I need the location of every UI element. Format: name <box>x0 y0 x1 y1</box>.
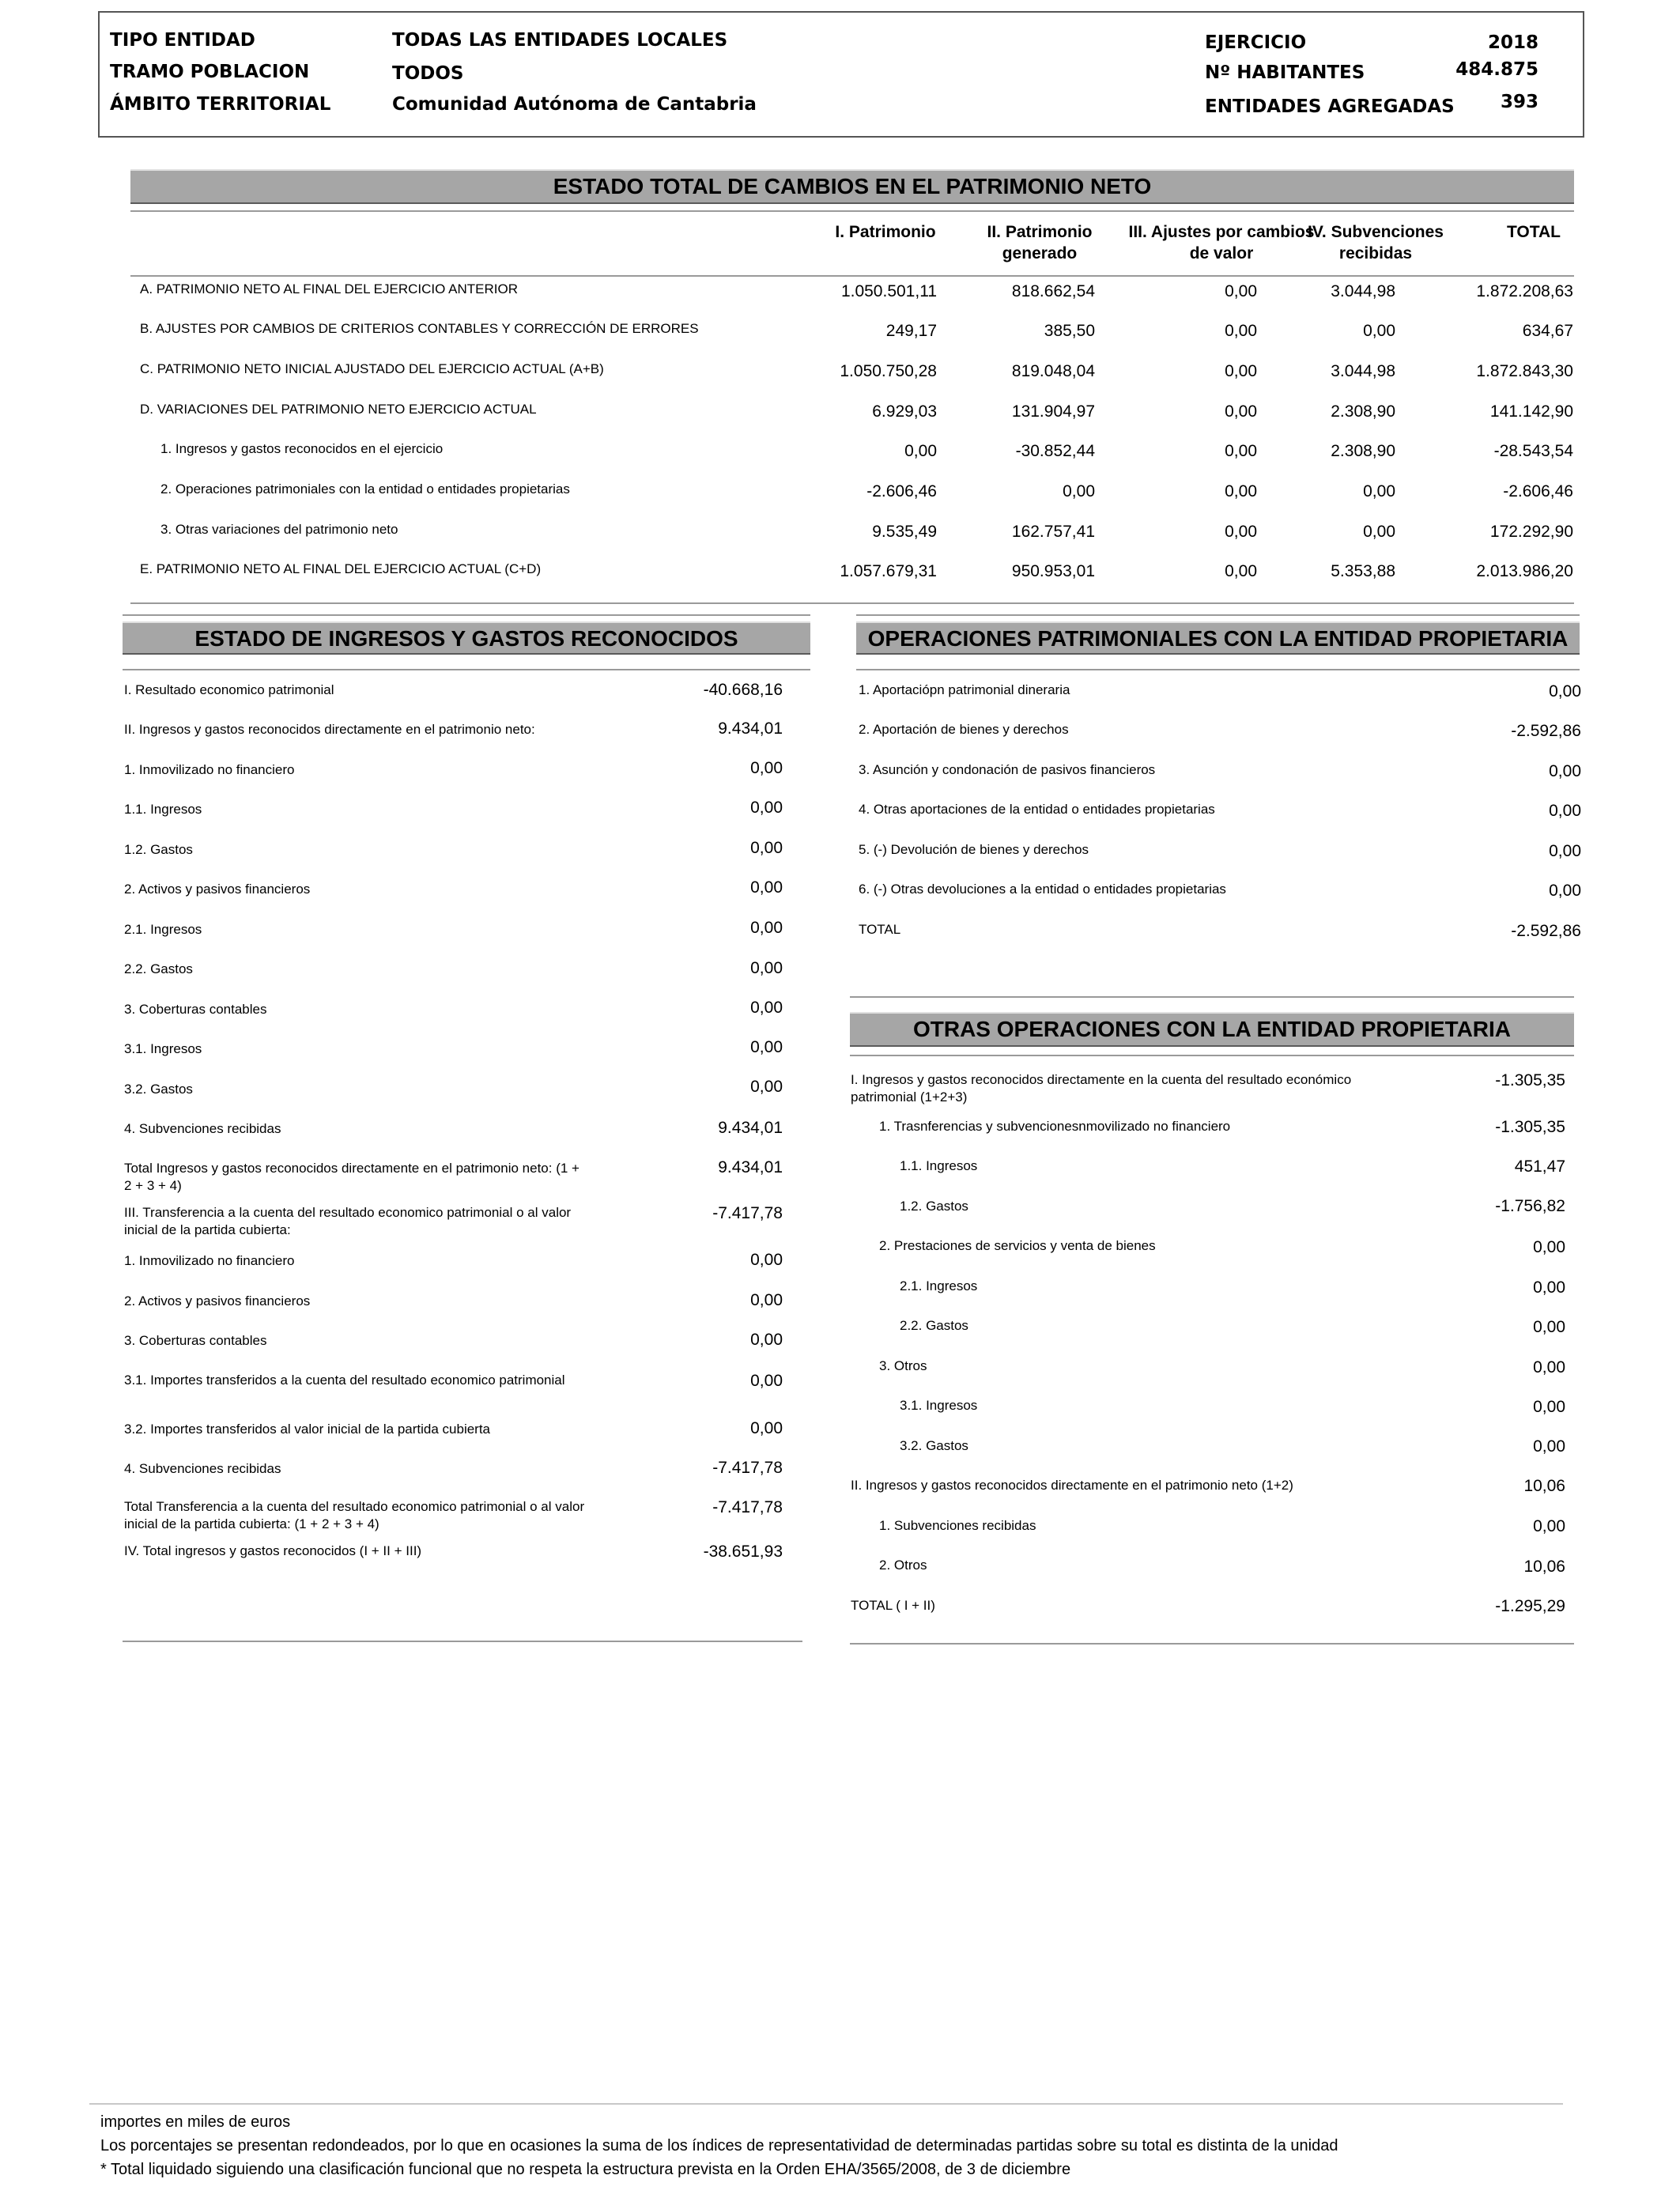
row-label: 3.2. Gastos <box>124 1082 193 1097</box>
cell-value: 0,00 <box>1225 562 1257 580</box>
ejercicio-value: 2018 <box>1487 32 1538 53</box>
col-header-ajustes: III. Ajustes por cambios de valor <box>1128 223 1315 262</box>
ambito-label: ÁMBITO TERRITORIAL <box>110 94 331 115</box>
cell-value: 1.050.501,11 <box>840 282 937 300</box>
row-value: 9.434,01 <box>718 1119 783 1137</box>
row-value: 0,00 <box>1533 1398 1565 1416</box>
cell-value: 0,00 <box>1225 523 1257 541</box>
row-value: -7.417,78 <box>712 1498 783 1516</box>
cell-value: 162.757,41 <box>1011 523 1095 541</box>
row-value: -1.756,82 <box>1495 1197 1565 1215</box>
cell-value: 0,00 <box>1225 442 1257 460</box>
cell-value: 1.872.843,30 <box>1476 362 1573 380</box>
row-value: 451,47 <box>1514 1157 1565 1176</box>
row-label: 3.1. Importes transferidos a la cuenta del resultado economico patrimonial <box>124 1373 565 1388</box>
row-label: IV. Total ingresos y gastos reconocidos (I + II + III) <box>124 1543 422 1558</box>
row-value: -7.417,78 <box>712 1204 783 1222</box>
cell-value: 0,00 <box>904 442 937 460</box>
row-label: B. AJUSTES POR CAMBIOS DE CRITERIOS CONTABLES Y CORRECCIÓN DE ERRORES <box>140 321 699 336</box>
row-value: 0,00 <box>750 1372 783 1390</box>
row-label: 1.1. Ingresos <box>124 802 202 817</box>
row-label: 2.2. Gastos <box>900 1318 968 1333</box>
row-value: 9.434,01 <box>718 719 783 738</box>
cell-value: 5.353,88 <box>1331 562 1395 580</box>
cell-value: 0,00 <box>1363 482 1395 500</box>
row-label: 2.2. Gastos <box>124 961 193 976</box>
row-value: 0,00 <box>750 759 783 777</box>
cell-value: 385,50 <box>1044 322 1095 340</box>
cell-value: 1.050.750,28 <box>840 362 937 380</box>
row-label: TOTAL <box>859 922 901 937</box>
divider <box>89 2103 1563 2105</box>
habitantes-value: 484.875 <box>1455 59 1538 80</box>
row-value: 0,00 <box>1533 1517 1565 1535</box>
row-label: 5. (-) Devolución de bienes y derechos <box>859 842 1089 857</box>
row-value: 0,00 <box>750 959 783 977</box>
otras-title: OTRAS OPERACIONES CON LA ENTIDAD PROPIETARIA <box>850 1012 1574 1047</box>
row-value: 0,00 <box>750 839 783 857</box>
row-label: 6. (-) Otras devoluciones a la entidad o entidades propietarias <box>859 882 1226 897</box>
row-value: 9.434,01 <box>718 1158 783 1176</box>
row-label: 1.2. Gastos <box>900 1199 968 1214</box>
row-label: 3. Otros <box>879 1358 927 1373</box>
divider <box>856 614 1580 616</box>
row-label: 2. Activos y pasivos financieros <box>124 882 311 897</box>
tramo-label: TRAMO POBLACION <box>110 62 310 82</box>
row-label: D. VARIACIONES DEL PATRIMONIO NETO EJERCICIO ACTUAL <box>140 402 537 417</box>
row-label: E. PATRIMONIO NETO AL FINAL DEL EJERCICIO ACTUAL (C+D) <box>140 561 542 576</box>
divider <box>850 996 1574 998</box>
row-label: 4. Subvenciones recibidas <box>124 1461 281 1476</box>
cell-value: -28.543,54 <box>1493 442 1573 460</box>
row-value: 0,00 <box>750 1331 783 1349</box>
row-label: 4. Otras aportaciones de la entidad o entidades propietarias <box>859 802 1215 817</box>
row-label: 1. Inmovilizado no financiero <box>124 1253 295 1268</box>
divider <box>130 602 1574 604</box>
operaciones-title: OPERACIONES PATRIMONIALES CON LA ENTIDAD PROPIETARIA <box>856 621 1580 655</box>
cell-value: -2.606,46 <box>1503 482 1573 500</box>
ejercicio-label: EJERCICIO <box>1205 32 1307 53</box>
row-label: III. Transferencia a la cuenta del resultado economico patrimonial o al valor inicial de la partida cubierta: <box>124 1205 572 1237</box>
row-label: 4. Subvenciones recibidas <box>124 1121 281 1136</box>
col-header-subvenciones: IV. Subvenciones recibidas <box>1308 223 1444 262</box>
row-value: 0,00 <box>750 1078 783 1096</box>
habitantes-label: Nº HABITANTES <box>1205 62 1365 83</box>
row-label: 2. Otros <box>879 1558 927 1573</box>
row-label: 1. Trasnferencias y subvencionesnmovilizado no financiero <box>879 1119 1231 1134</box>
cell-value: 9.535,49 <box>872 523 937 541</box>
cell-value: 172.292,90 <box>1489 523 1573 541</box>
ingresos-title: ESTADO DE INGRESOS Y GASTOS RECONOCIDOS <box>123 621 810 655</box>
row-label: 3. Coberturas contables <box>124 1002 267 1017</box>
row-label: 1. Aportaciópn patrimonial dineraria <box>859 682 1070 697</box>
divider <box>123 669 810 670</box>
tramo-value: TODOS <box>392 63 464 84</box>
entidades-label: ENTIDADES AGREGADAS <box>1205 96 1455 117</box>
header-box <box>98 11 1584 138</box>
row-value: 0,00 <box>750 1038 783 1056</box>
cell-value: 141.142,90 <box>1489 402 1573 421</box>
cell-value: 2.013.986,20 <box>1476 562 1573 580</box>
col-header-patrimonio-generado: II. Patrimonio generado <box>987 223 1093 262</box>
cell-value: 1.057.679,31 <box>840 562 937 580</box>
col-header-patrimonio: I. Patrimonio <box>835 223 936 241</box>
row-label: I. Resultado economico patrimonial <box>124 682 334 697</box>
row-label: II. Ingresos y gastos reconocidos directamente en el patrimonio neto (1+2) <box>851 1478 1293 1493</box>
cell-value: 0,00 <box>1225 322 1257 340</box>
footer-note-classification: * Total liquidado siguiendo una clasificación funcional que no respeta la estructura prevista en la Orden EHA/3565/2008, de 3 de diciembre <box>100 2161 1071 2178</box>
cell-value: 1.872.208,63 <box>1476 282 1573 300</box>
patrimonio-title: ESTADO TOTAL DE CAMBIOS EN EL PATRIMONIO NETO <box>130 169 1574 204</box>
row-label: 2. Activos y pasivos financieros <box>124 1293 311 1308</box>
row-value: 0,00 <box>750 1419 783 1437</box>
cell-value: 3.044,98 <box>1331 362 1395 380</box>
row-label: TOTAL ( I + II) <box>851 1598 935 1613</box>
row-value: 0,00 <box>1533 1437 1565 1456</box>
row-label: 3. Coberturas contables <box>124 1333 267 1348</box>
row-label: 3.2. Importes transferidos al valor inicial de la partida cubierta <box>124 1422 491 1437</box>
row-value: 0,00 <box>1533 1318 1565 1336</box>
divider <box>123 614 810 616</box>
row-value: 0,00 <box>1549 802 1581 820</box>
row-label: 3. Asunción y condonación de pasivos financieros <box>859 762 1156 777</box>
row-value: 0,00 <box>1549 842 1581 860</box>
cell-value: 818.662,54 <box>1011 282 1095 300</box>
cell-value: 2.308,90 <box>1331 402 1395 421</box>
cell-value: 6.929,03 <box>872 402 937 421</box>
row-value: -38.651,93 <box>703 1543 783 1561</box>
row-label: 3. Otras variaciones del patrimonio neto <box>160 522 398 537</box>
row-label: 3.2. Gastos <box>900 1438 968 1453</box>
cell-value: 2.308,90 <box>1331 442 1395 460</box>
row-value: 0,00 <box>1533 1358 1565 1376</box>
cell-value: 950.953,01 <box>1011 562 1095 580</box>
tipo-entidad-value: TODAS LAS ENTIDADES LOCALES <box>392 30 728 51</box>
row-label: 1. Subvenciones recibidas <box>879 1518 1036 1533</box>
row-value: 10,06 <box>1523 1477 1565 1495</box>
tipo-entidad-label: TIPO ENTIDAD <box>110 30 255 51</box>
row-value: 0,00 <box>1549 682 1581 700</box>
row-label: Total Transferencia a la cuenta del resultado economico patrimonial o al valor inicial de la partida cubierta: (1 + 2 + 3 + 4) <box>124 1499 585 1531</box>
row-value: -2.592,86 <box>1511 722 1581 740</box>
row-value: 0,00 <box>1533 1238 1565 1256</box>
cell-value: 0,00 <box>1225 482 1257 500</box>
row-label: 3.1. Ingresos <box>124 1041 202 1056</box>
divider <box>130 275 1574 277</box>
cell-value: 131.904,97 <box>1011 402 1095 421</box>
row-value: 0,00 <box>750 919 783 937</box>
row-value: -2.592,86 <box>1511 922 1581 940</box>
ambito-value: Comunidad Autónoma de Cantabria <box>392 94 757 115</box>
cell-value: -2.606,46 <box>866 482 937 500</box>
col-header-total: TOTAL <box>1506 223 1561 241</box>
footer-note-percentages: Los porcentajes se presentan redondeados, por lo que en ocasiones la suma de los índices de representatividad de determinadas partidas sobre su total es distinta de la unidad <box>100 2137 1338 2154</box>
row-label: 2. Operaciones patrimoniales con la entidad o entidades propietarias <box>160 481 570 497</box>
cell-value: 249,17 <box>885 322 937 340</box>
row-label: 2. Prestaciones de servicios y venta de bienes <box>879 1238 1156 1253</box>
divider <box>856 669 1580 670</box>
row-label: A. PATRIMONIO NETO AL FINAL DEL EJERCICIO ANTERIOR <box>140 281 518 296</box>
row-label: 1. Inmovilizado no financiero <box>124 762 295 777</box>
row-value: 0,00 <box>750 878 783 897</box>
row-value: 0,00 <box>1533 1278 1565 1297</box>
cell-value: 0,00 <box>1225 282 1257 300</box>
cell-value: 0,00 <box>1225 362 1257 380</box>
row-label: II. Ingresos y gastos reconocidos directamente en el patrimonio neto: <box>124 722 535 737</box>
row-label: 1.2. Gastos <box>124 842 193 857</box>
row-label: 2.1. Ingresos <box>124 922 202 937</box>
cell-value: 0,00 <box>1363 523 1395 541</box>
cell-value: 634,67 <box>1522 322 1573 340</box>
row-label: 3.1. Ingresos <box>900 1398 978 1413</box>
row-label: 2. Aportación de bienes y derechos <box>859 722 1069 737</box>
row-value: -1.305,35 <box>1495 1071 1565 1089</box>
divider <box>850 1643 1574 1645</box>
row-label: 1.1. Ingresos <box>900 1158 978 1173</box>
cell-value: 0,00 <box>1063 482 1095 500</box>
row-value: 0,00 <box>750 1251 783 1269</box>
row-value: 10,06 <box>1523 1558 1565 1576</box>
row-value: -7.417,78 <box>712 1459 783 1477</box>
divider <box>123 1641 802 1642</box>
row-value: 0,00 <box>1549 882 1581 900</box>
divider <box>850 1055 1574 1056</box>
row-value: -40.668,16 <box>703 681 783 699</box>
cell-value: 819.048,04 <box>1011 362 1095 380</box>
row-label: 1. Ingresos y gastos reconocidos en el ejercicio <box>160 441 444 456</box>
cell-value: 0,00 <box>1363 322 1395 340</box>
row-label: I. Ingresos y gastos reconocidos directamente en la cuenta del resultado económico patrimonial (1+2+3) <box>851 1072 1352 1105</box>
entidades-value: 393 <box>1500 92 1538 112</box>
cell-value: 3.044,98 <box>1331 282 1395 300</box>
footer-units: importes en miles de euros <box>100 2113 291 2131</box>
cell-value: 0,00 <box>1225 402 1257 421</box>
divider <box>130 210 1574 212</box>
row-label: C. PATRIMONIO NETO INICIAL AJUSTADO DEL EJERCICIO ACTUAL (A+B) <box>140 361 604 376</box>
cell-value: -30.852,44 <box>1015 442 1095 460</box>
row-label: Total Ingresos y gastos reconocidos directamente en el patrimonio neto: (1 + 2 + 3 + 4) <box>124 1161 580 1193</box>
row-value: 0,00 <box>1549 762 1581 780</box>
row-value: 0,00 <box>750 799 783 817</box>
row-value: -1.295,29 <box>1495 1597 1565 1615</box>
row-value: -1.305,35 <box>1495 1118 1565 1136</box>
row-value: 0,00 <box>750 1291 783 1309</box>
row-label: 2.1. Ingresos <box>900 1278 978 1293</box>
row-value: 0,00 <box>750 999 783 1017</box>
